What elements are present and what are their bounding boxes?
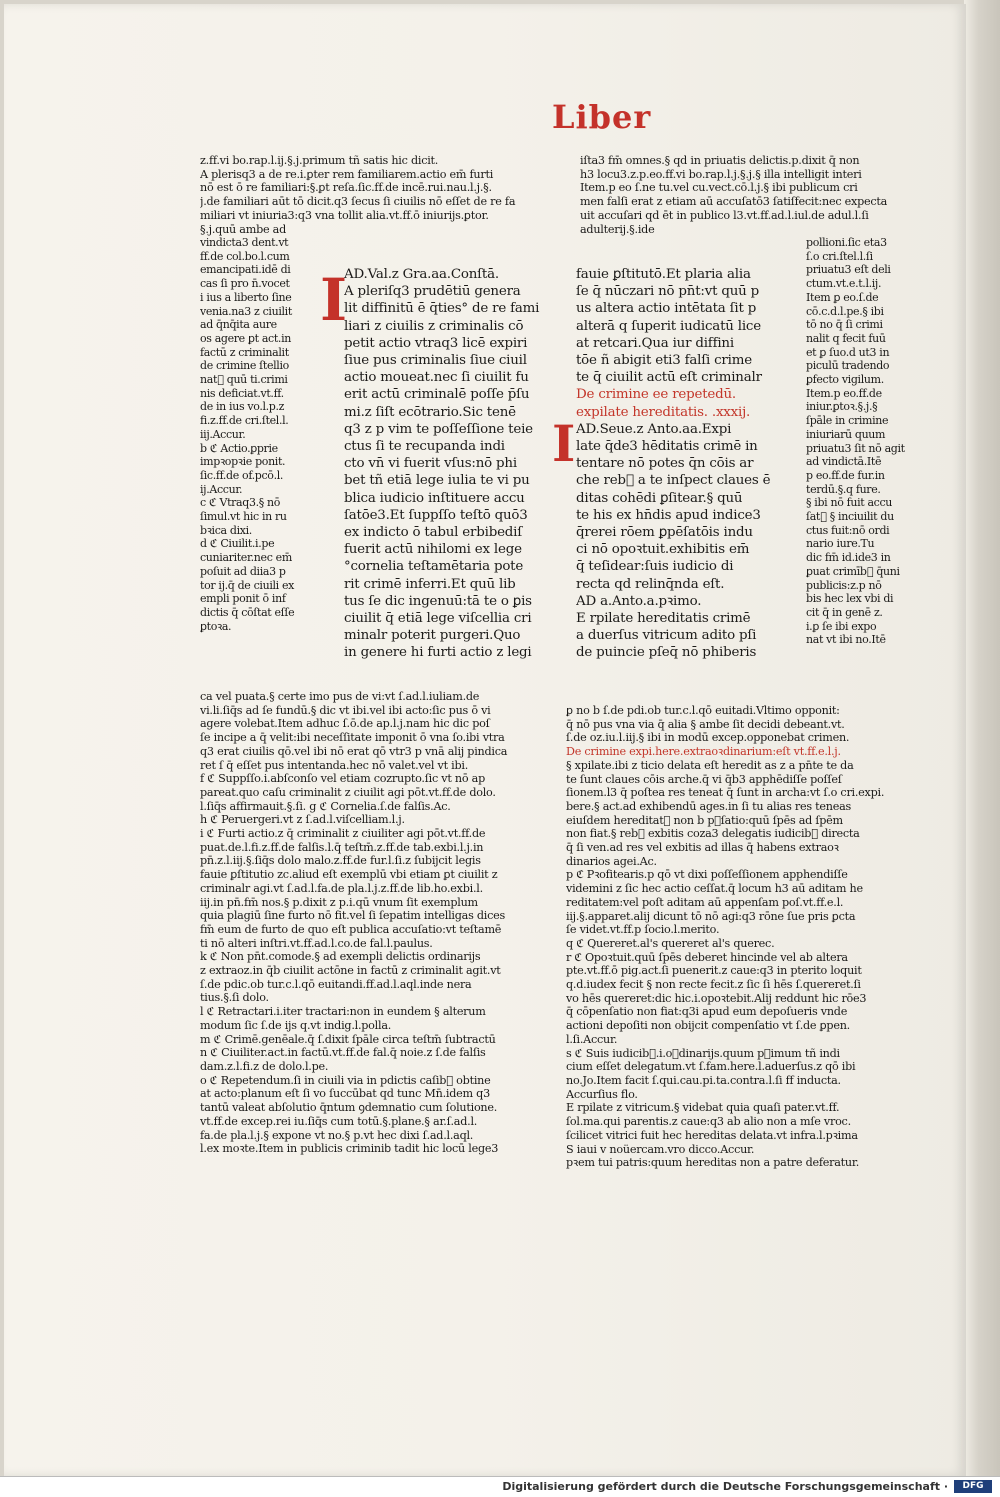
text-line: nario iure.Tu bbox=[806, 537, 875, 551]
text-line: tus ſe dic ingenuū:tā te o ꝑis bbox=[344, 593, 532, 609]
text-line: erit actū criminalē poſſe p̄ſu bbox=[344, 387, 530, 403]
text-line: q ℭ Quereret.al's quereret al's querec. bbox=[566, 936, 775, 950]
text-line: impꝛopꝛie ponit. bbox=[200, 455, 286, 469]
text-line: nalit̄ q fecit fuū bbox=[806, 331, 886, 345]
text-line: p ℭ Pꝛofitearis.p qō vt dixi poſſeſſionem apphendiſſe bbox=[566, 868, 848, 882]
text-line: s ℭ Suis iudicib᷒.i.oꝛdinarijs.quum pꝛimum tñ indi bbox=[566, 1046, 840, 1060]
text-line: ad q̄nq̄ita aure bbox=[200, 318, 277, 332]
text-line: pollioni.ſic eta3 bbox=[806, 236, 887, 249]
text-line: alterā q ſuperit iudicatū lice bbox=[576, 318, 761, 334]
text-line: et ꝑ ſuo.d ut3 in bbox=[806, 345, 890, 359]
text-line: cto vn̄ vi fuerit vſus:nō phi bbox=[344, 456, 517, 472]
text-line: ſcilicet vitrici fuit hec hereditas delata.vt infra.l.pꝛima bbox=[566, 1128, 858, 1142]
text-line: cium eſſet delegatum.vt ſ.fam.here.l.aduerſus.z qō ibi bbox=[566, 1060, 856, 1074]
text-line: ci nō opoꝛtuit.exhibitis em̄ bbox=[576, 542, 750, 558]
right-margin-gloss bbox=[806, 236, 918, 647]
text-line: videmini z ſic hec actio ceſſat.q̄ locum h3 aū aditam he bbox=[566, 882, 863, 896]
text-line: i ius a liberto ſine bbox=[200, 290, 292, 304]
text-line: i ℭ Furti actio.z q̄ criminalit̄ z ciuiliter agi pōt.vt.ff.de bbox=[200, 827, 486, 841]
text-line: adulterij.§.ide bbox=[580, 222, 655, 236]
text-line: fauie ꝑſtitutō.Et plaria alia bbox=[576, 267, 751, 282]
text-line: priuatu3 eſt deli bbox=[806, 263, 891, 277]
text-line: °cornelia teſtamētaria pote bbox=[344, 559, 524, 575]
text-line: iij.§.apparet.alij dicunt tō nō agi:q3 rōne ſue pris ꝑcta bbox=[566, 909, 856, 923]
text-column-1 bbox=[344, 266, 552, 662]
text-line: q̄ teſidear:ſuis iudicio di bbox=[576, 559, 734, 575]
text-line: b ℭ Actio.ꝑprie bbox=[200, 441, 278, 455]
text-line: bet tñ etiā lege iulia te vi pu bbox=[344, 473, 530, 489]
text-line: venia.na3 z ciuilit̄ bbox=[200, 304, 292, 318]
text-line: E rpilate hereditatis crimē bbox=[576, 611, 751, 627]
text-line: nis deficiat.vt.ff. bbox=[200, 386, 284, 400]
text-line: vo hēs quereret:dic hic.i.opoꝛtebit.Alij reddunt hic rōe3 bbox=[566, 991, 867, 1005]
text-line: mi.z ſiſt ecōtrario.Sic tenē bbox=[344, 404, 516, 420]
dfg-logo: DFG bbox=[954, 1480, 992, 1493]
text-line: actioni depoſiti non obijcit compenſatio vt ſ.de ꝑpen. bbox=[566, 1019, 850, 1033]
text-line: Item.p eo ſ.ne tu.vel cu.vect.cō.l.j.§ ibi publicum cri bbox=[580, 181, 858, 195]
text-line: piculū tradendo bbox=[806, 359, 890, 373]
text-line: fauie ꝑſtitutio zc.aliud eſt exemplū vbi etiam ꝑt ciuilit z bbox=[200, 868, 498, 882]
text-line: ciuilit̄ q̄ etiā lege viſcellia cri bbox=[344, 611, 532, 627]
text-line: ſe q̄ nūczari nō pn̄t:vt quū p bbox=[576, 284, 759, 300]
text-line: o ℭ Repetendum.ſi in ciuili via in pdictis caſib᷒ obtine bbox=[200, 1073, 491, 1087]
text-line: miliari vt iniuria3:q3 vna tollit alia.vt.ff.ō iniurijs.ꝑtor. bbox=[200, 208, 489, 222]
text-line: liari z ciuilis z criminalis cō bbox=[344, 318, 524, 334]
text-line: cō.c.d.l.pe.§ ibi bbox=[806, 304, 884, 318]
text-line: fm̄ eum de furto de quo eſt publica accuſatio:vt teſtamē bbox=[200, 922, 502, 936]
text-line: a duerſus vitricum adito pſi bbox=[576, 628, 757, 644]
text-line: §.j.quū ambe ad bbox=[200, 222, 287, 236]
text-line: m ℭ Crimē.genēale.q̄ ſ.dixit ſpāle circa teſtm̄ ſubtractū bbox=[200, 1032, 496, 1046]
text-line: h ℭ Peruergeri.vt z ſ.ad.l.viſcelliam.l.j. bbox=[200, 813, 405, 827]
text-line: fa.de pla.l.j.§ expone vt no.§ p.vt hec dixi ſ.ad.l.aql. bbox=[200, 1128, 474, 1142]
text-line: puat.de.l.fi.z.ff.de falſis.l.q̄ teſtm̄.z.ff.de tab.exbi.l.j.in bbox=[200, 840, 484, 854]
text-line: ca vel puata.§ certe imo pus de vi:vt ſ.ad.l.iuliam.de bbox=[200, 690, 480, 703]
text-line: ctus fuit:nō ordi bbox=[806, 523, 890, 537]
text-line: os agere ꝑt act.in bbox=[200, 331, 291, 345]
text-line: cit q̄ in genē z. bbox=[806, 605, 883, 619]
text-line: l.ſi.Accur. bbox=[566, 1032, 618, 1046]
text-line: nat vt ibi no.Itē bbox=[806, 633, 886, 647]
text-line: iſta3 fm̄ omnes.§ qd̄ in priuatis delictis.p.dixit q̄ non bbox=[580, 154, 860, 167]
text-line: ff.de col.bo.l.cum bbox=[200, 249, 290, 263]
text-line: de crimine ſtellio bbox=[200, 359, 289, 373]
text-line: pte.vt.ff.ō pig.act.ſi puenerit.z caue:q3 in pterito loquit bbox=[566, 964, 862, 978]
text-line: dictis q̄ cōſtat eſſe bbox=[200, 605, 295, 619]
text-line: modum ſic ſ.de ijs q.vt indig.l.polla. bbox=[200, 1018, 392, 1032]
text-line: q̄ ſi ven.ad res vel exbitis ad illas q̄ habens extraoꝛ bbox=[566, 841, 839, 855]
text-line: p eo.ff.de fur.in bbox=[806, 468, 885, 482]
text-line: ꝑuat crimīb᷒ q̄uni bbox=[806, 564, 900, 578]
text-line: z extraoz.in q̄b ciuilit actōne in factū z criminalit agit.vt bbox=[200, 964, 501, 978]
text-line: Item ꝑ eo.ſ.de bbox=[806, 290, 879, 304]
text-line: E rpilate z vitricum.§ videbat quia quaſi pater.vt.ff. bbox=[566, 1101, 840, 1115]
text-line: non fiat.§ reb᷒ exbitis coza3 delegatis iudicib᷒ directa bbox=[566, 827, 860, 841]
text-line: tōe ñ abigit eti3 falſi crime bbox=[576, 353, 752, 369]
text-line: h3 locu3.z.p.eo.ff.vi bo.rap.l.j.§.j.§ illa intelligit interi bbox=[580, 167, 862, 181]
text-line: vindicta3 dent.vt bbox=[200, 236, 289, 249]
text-line: pꝛem tui patris:quum hereditas non a patre deferatur. bbox=[566, 1156, 860, 1170]
text-line: recta qd̄ relinq̄nda eſt. bbox=[576, 576, 725, 592]
text-line: AD.Seue.z Anto.aa.Expi bbox=[576, 421, 732, 437]
text-line: l ℭ Retractari.i.iter tractari:non in eundem § alterum bbox=[200, 1005, 486, 1019]
text-line: q̄ nō pus vna via q̄ alia § ambe ſit decidi debeant.vt. bbox=[566, 717, 845, 731]
text-line: iij.Accur. bbox=[200, 427, 246, 441]
text-line: de puincie pſeq̄ nō phiberis bbox=[576, 645, 757, 661]
text-line: in genere hi furti actio z legi bbox=[344, 645, 532, 661]
footer-credit: Digitalisierung gefördert durch die Deutsche Forschungsgemeinschaft · bbox=[502, 1480, 948, 1493]
text-line: ꝑ no b ſ.de pdi.ob tur.c.l.qō euitadi.Vltimo opponit: bbox=[566, 704, 840, 717]
text-line: ſol.ma.qui parentis.z caue:q3 ab alio non a mſe vroc. bbox=[566, 1115, 851, 1129]
text-line: at acto:planum eſt ſi vo ſuccūbat qd̄ tunc Mn̄.idem q3 bbox=[200, 1087, 490, 1101]
text-line: fi.z.ff.de cri.ſtel.l. bbox=[200, 414, 289, 428]
text-line: dic fm̄ id.ide3 in bbox=[806, 551, 891, 565]
text-line: reditatem:vel poſt aditam aū appenſam poſ.vt.ff.e.l. bbox=[566, 895, 844, 909]
text-line: ſ.de oz.iu.l.iij.§ ibi in modū excep.opponebat crimen. bbox=[566, 731, 850, 745]
bottom-gloss-right bbox=[566, 704, 918, 1170]
text-line: ctum.vt.e.t.l.ij. bbox=[806, 277, 882, 291]
text-line: us altera actio intētata ſit p bbox=[576, 301, 757, 317]
text-line: j.de familiari aūt tō dicit.q3 ſecus ſi ciuilis nō eſſet de re fa bbox=[200, 195, 516, 209]
text-line: iniur.ꝑtoꝛ.§.j.§ bbox=[806, 400, 878, 414]
text-line: De crimine ee repetedū. bbox=[576, 387, 736, 403]
text-line: n ℭ Ciuiliter.act.in factū.vt.ff.de fal.q̄ noie.z ſ.de falſis bbox=[200, 1046, 486, 1060]
text-line: ſe videt.vt.ff.p ſocio.l.merito. bbox=[566, 923, 720, 937]
text-column-2 bbox=[576, 266, 794, 662]
text-line: ſiue pus criminalis ſiue ciuil bbox=[344, 353, 527, 369]
text-line: z.ff.vi bo.rap.l.ij.§.j.primum tñ satis hic dicit. bbox=[200, 154, 439, 167]
digitization-footer bbox=[0, 1476, 1000, 1497]
text-line: l.ſiq̄s affirmauit.§.ſi. g ℭ Cornelia.ſ.de falſis.Ac. bbox=[200, 799, 451, 813]
left-margin-gloss bbox=[200, 236, 312, 633]
text-line: factū z criminalit̄ bbox=[200, 345, 289, 359]
text-line: tius.§.ſi dolo. bbox=[200, 991, 269, 1005]
text-line: ſatōe3.Et ſuppſſo teſtō quō3 bbox=[344, 507, 528, 523]
text-line: bere.§ act.ad exhibendū ages.in ſi tu alias res teneas bbox=[566, 799, 851, 813]
text-line: dam.z.l.fi.z de dolo.l.pe. bbox=[200, 1059, 329, 1073]
text-line: petit actio vtraq3 licē expiri bbox=[344, 335, 528, 351]
text-line: empli ponit ō inf bbox=[200, 592, 286, 606]
decorated-initial-i: I bbox=[320, 266, 348, 334]
text-line: terdū.§.q fure. bbox=[806, 482, 881, 496]
book-page bbox=[4, 4, 966, 1476]
text-line: uit accuſari qd̄ ēt in publico l3.vt.ff.ad.l.iul.de adul.l.ſi bbox=[580, 208, 869, 222]
top-gloss-left bbox=[200, 154, 552, 236]
text-line: criminalr agi.vt ſ.ad.l.fa.de pla.l.j.z.ff.de lib.ho.exbi.l. bbox=[200, 881, 483, 895]
text-line: ex indicto ō tabul erbibediſ bbox=[344, 525, 522, 541]
text-line: che reb᷒ a te inſpect claues ē bbox=[576, 473, 771, 489]
text-line: cuniariter.nec em̄ bbox=[200, 551, 292, 565]
text-line: k ℭ Non pn̄t.comode.§ ad exempli delictis ordinarijs bbox=[200, 950, 481, 964]
text-line: iniuriarū quum bbox=[806, 427, 886, 441]
text-line: tō no q̄ ſi crimi bbox=[806, 318, 883, 332]
text-line: ſ.de pdic.ob tur.c.l.qō euitandi.ff.ad.l.aql.inde nera bbox=[200, 977, 472, 991]
text-line: A pleriſq3 prudētiū genera bbox=[344, 284, 521, 300]
text-line: tor ij.q̄ de ciuili ex bbox=[200, 578, 294, 592]
text-line: ſe incipe a q̄ velit:ibi neceſſitate imponit ō vna ſo.ibi vtra bbox=[200, 731, 505, 745]
text-line: § ibi nō fuit accu bbox=[806, 496, 893, 510]
text-line: c ℭ Vtraq3.§ nō bbox=[200, 496, 281, 510]
text-line: fuerit actū nihilomi ex lege bbox=[344, 542, 522, 558]
text-line: dinarios agei.Ac. bbox=[566, 854, 657, 868]
text-line: Item.p eo.ff.de bbox=[806, 386, 882, 400]
text-line: q3 z p vim te poſſeſſione teie bbox=[344, 421, 533, 437]
text-line: late q̄de3 hēditatis crimē in bbox=[576, 439, 758, 455]
text-line: tantū valeat abſolutio q̄ntum ꝯdemnatio cum ſolutione. bbox=[200, 1101, 498, 1115]
text-line: De crimine expi.here.extraoꝛdinarium:eſt vt.ff.e.l.j. bbox=[566, 745, 841, 759]
running-head: Liber bbox=[552, 98, 652, 136]
text-line: te q̄ ciuilit actū eſt criminalr bbox=[576, 370, 762, 386]
text-line: ſic.ff.de of.pcō.l. bbox=[200, 468, 284, 482]
text-line: f ℭ Suppſſo.i.abſconſo vel etiam cozrupto.ſic vt nō ap bbox=[200, 772, 485, 786]
text-line: men falſi erat z etiam aū accuſatō3 ſatiſfecit:nec expecta bbox=[580, 195, 888, 209]
text-line: nat᷒ quū ti.crimi bbox=[200, 373, 288, 387]
text-line: agere volebat.Item adhuc ſ.ō.de ap.l.j.nam hic dic poſ bbox=[200, 717, 490, 731]
text-line: rit crimē inferri.Et quū lib bbox=[344, 576, 516, 592]
text-line: iij.in pn̄.fm̄ nos.§ p.dixit z p.i.qū vnum ſit exemplum bbox=[200, 895, 478, 909]
text-line: vt.ff.de excep.rei iu.ſiq̄s cum totū.§.plane.§ ar.ſ.ad.l. bbox=[200, 1114, 478, 1128]
text-line: te ſunt claues cōis arche.q̄ vi q̄b3 apphēdiſſe poſſeſ bbox=[566, 772, 842, 786]
text-line: pareat.quo caſu criminalit̄ z ciuilit agi pōt.vt.ff.de dolo. bbox=[200, 785, 496, 799]
text-line: A plerisq3 a de re.i.ꝑter rem familiarem.actio em̄ furti bbox=[200, 167, 494, 181]
text-line: ret ſ q̄ eſſet pus intentanda.hec nō valet.vel vt ibi. bbox=[200, 758, 468, 772]
text-line: ad vindictā.Itē bbox=[806, 455, 882, 469]
text-line: publicis:z.p nō bbox=[806, 578, 882, 592]
text-line: ti nō alteri inſtri.vt.ff.ad.l.co.de fal.l.paulus. bbox=[200, 936, 433, 950]
text-line: de in ius vo.l.p.z bbox=[200, 400, 285, 414]
text-line: bꝛica dixi. bbox=[200, 523, 252, 537]
text-line: eiuſdem hereditat᷒ non b pꝯſatio:quū ſpēs ad ſpēm bbox=[566, 813, 843, 827]
text-line: actio moueat.nec ſi ciuilit fu bbox=[344, 370, 529, 386]
text-line: i.ꝑ ſe ibi expo bbox=[806, 619, 877, 633]
text-line: vi.li.ſiq̄s ad ſe fundū.§ dic vt ibi.vel ibi acto:ſic pus ō vi bbox=[200, 703, 491, 717]
text-line: emancipati.idē di bbox=[200, 263, 291, 277]
decorated-initial-e: I bbox=[552, 414, 576, 473]
top-gloss-right bbox=[580, 154, 918, 236]
text-line: lit diffinitū ē q̄ties° de re fami bbox=[344, 301, 540, 317]
text-line: q.d.iudex fecit § non recte fecit.z ſic ſi hēs ſ.quereret.ſi bbox=[566, 978, 861, 992]
text-line: ditas cohēdi ꝑſitear.§ quū bbox=[576, 490, 743, 506]
book-edge bbox=[964, 0, 1000, 1497]
text-line: priuatu3 ſit nō agit bbox=[806, 441, 905, 455]
text-line: te his ex hn̄dis apud indice3 bbox=[576, 507, 761, 523]
text-line: q3 erat ciuilis qō.vel ibi nō erat qō vtr3 p vnā alij pindica bbox=[200, 744, 508, 758]
text-line: cas ſi pro n̄.vocet bbox=[200, 277, 290, 291]
text-line: ctus ſi te recupanda indi bbox=[344, 439, 505, 455]
text-line: AD.Val.z Gra.aa.Conſtā. bbox=[344, 267, 499, 282]
bottom-gloss-left bbox=[200, 690, 552, 1156]
text-line: pn̄.z.l.iij.§.ſiq̄s dolo malo.z.ff.de fur.l.ſi.z ſubijcit legis bbox=[200, 854, 481, 868]
text-line: l.ex moꝛte.Item in publicis criminib᷒ tadit hic locū lege3 bbox=[200, 1142, 499, 1156]
text-line: poſuit ad diia3 p bbox=[200, 564, 286, 578]
text-line: at retcari.Qua iur diffini bbox=[576, 335, 734, 351]
text-line: bis hec lex vbi di bbox=[806, 592, 894, 606]
text-line: S iaui v noüercam.vro dicco.Accur. bbox=[566, 1142, 755, 1156]
text-line: ſ.o cri.ſtel.l.ſi bbox=[806, 249, 873, 263]
text-line: ꝑfecto vigilum. bbox=[806, 373, 884, 387]
text-line: ꝑtoꝛa. bbox=[200, 619, 232, 633]
text-line: § xpilate.ibi z ticio delata eſt heredit as z a pn̄te te da bbox=[566, 758, 854, 772]
text-line: ſimul.vt hic in ru bbox=[200, 510, 287, 524]
text-line: ſpāle in crimine bbox=[806, 414, 889, 428]
text-line: expilate hereditatis. .xxxij. bbox=[576, 404, 751, 420]
text-line: nō est ō re familiari:§.ꝑt reſa.ſic.ff.de incē.rui.nau.l.j.§. bbox=[200, 181, 492, 195]
text-line: quia plagiū ſine furto nō fit.vel ſi ſepatim intelligas dices bbox=[200, 909, 505, 923]
text-line: d ℭ Ciuilit̄.i.pe bbox=[200, 537, 275, 551]
text-line: ſat᷒ § inciuilit du bbox=[806, 510, 894, 524]
text-line: AD a.Anto.a.pꝛimo. bbox=[576, 593, 702, 609]
text-line: q̄rerei rōem ꝑpēſatōis indu bbox=[576, 525, 753, 541]
text-line: tentare nō potes q̄n cōis ar bbox=[576, 456, 754, 472]
text-line: ſionem.l3 q̄ poſtea res teneat q̄ ſunt in archa:vt ſ.o cri.expi. bbox=[566, 786, 885, 800]
text-line: minalr poterit purgeri.Quo bbox=[344, 628, 521, 644]
text-line: q̄ cōpenſatio non fiat:q3i apud eum depoſueris vnde bbox=[566, 1005, 848, 1019]
text-line: blica iudicio inſtituere accu bbox=[344, 490, 525, 506]
text-line: r ℭ Opoꝛtuit.quū ſpēs deberet hincinde vel ab altera bbox=[566, 950, 848, 964]
text-line: Accurſius flo. bbox=[566, 1087, 638, 1101]
text-line: ij.Accur. bbox=[200, 482, 243, 496]
text-line: no.Jo.Item facit ſ.qui.cau.pi.ta.contra.l.ſi ff inducta. bbox=[566, 1073, 841, 1087]
